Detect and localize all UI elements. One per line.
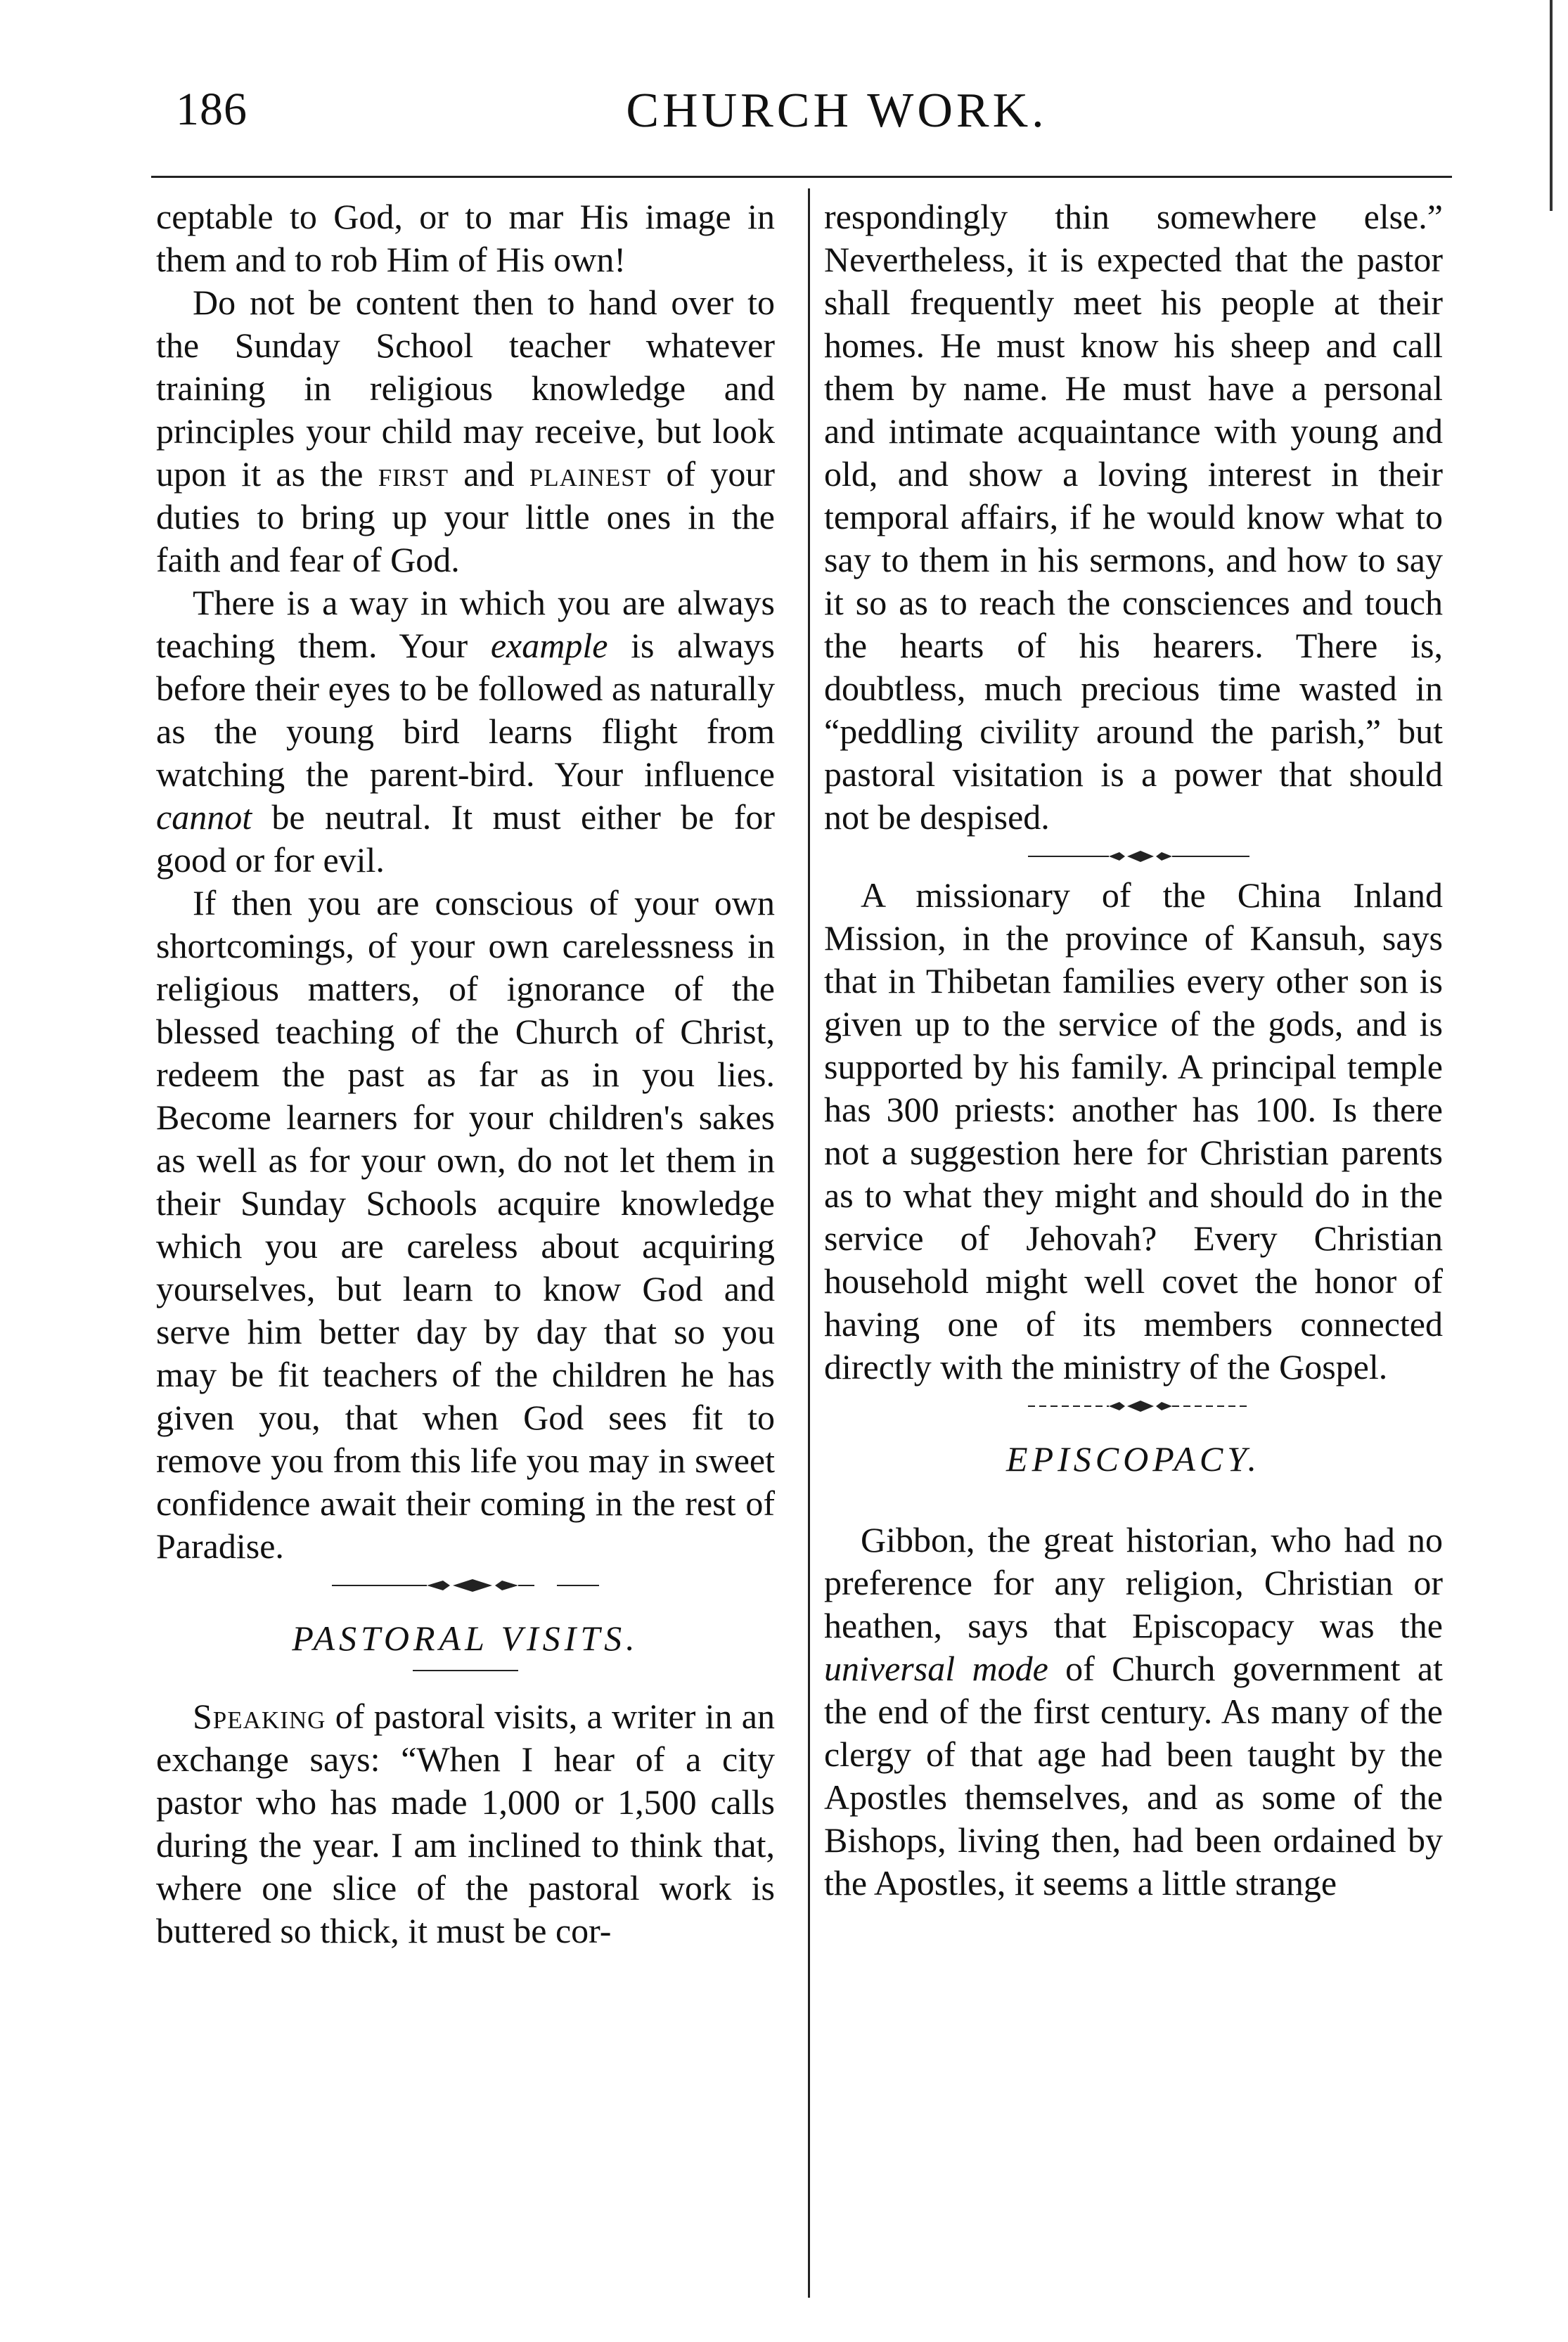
right-column xyxy=(824,195,1443,1905)
heading-pastoral-visits: PASTORAL VISITS. xyxy=(292,1619,639,1658)
paragraph-missionary: A missionary of the China Inland Mission, in the province of Kansuh, says that in Thibetan families every other son is given up to the service of the gods, and is supported by his family. A principal temple has 300 priests: another has 100. Is there not a suggestion here for Christian parents as to what they might and should do in the service of Jehovah? Every Christian household might well covet the honor of having one of its members connected directly with the ministry of the Gospel. xyxy=(824,875,1443,1386)
ornament-divider-icon xyxy=(937,848,1330,865)
emphasis-first: first xyxy=(378,454,449,494)
heading-episcopacy: EPISCOPACY. xyxy=(1006,1439,1261,1479)
section-ornament xyxy=(824,839,1443,874)
paragraph-sunday-school: Do not be content then to hand over to the Sunday School teacher whatever training in religious knowledge and principles your child may receive, but look upon it as the first and plainest of your duties to bring up your little ones in the faith and fear of God. xyxy=(156,283,775,579)
paragraph-episcopacy: Gibbon, the great historian, who had no preference for any religion, Christian or heathen, says that Episcopacy was the universal mode of Church government at the end of the first century. As many of the clergy of that age had been taught by the Apostles themselves, and as some of the Bishops, living then, had been ordained by the Apostles, it seems a little strange xyxy=(824,1520,1443,1903)
lead-word: Speaking xyxy=(193,1697,326,1736)
emphasis-universal-mode: universal mode xyxy=(824,1649,1048,1688)
heading-spacer xyxy=(824,1491,1443,1519)
ornament-divider-icon xyxy=(937,1398,1330,1415)
column-divider xyxy=(808,188,810,2298)
paragraph-continuation-right: respondingly thin somewhere else.” Nevertheless, it is expected that the pastor shall frequently meet his people at their homes. He must know his sheep and call them by name. He must have a personal and intimate acquaintance with young and old, and show a loving interest in their temporal affairs, if he would know what to say to them in his sermons, and how to say it so as to reach the consciences and touch the hearts of his hearers. There is, doubtless, much precious time wasted in “peddling civility around the parish,” but pastoral visitation is a power that should not be despised. xyxy=(824,197,1443,837)
page-number: 186 xyxy=(176,84,248,135)
left-column xyxy=(156,195,775,1952)
emphasis-cannot: cannot xyxy=(156,797,252,837)
section-ornament xyxy=(824,1389,1443,1424)
ornament-divider-icon xyxy=(269,1577,662,1594)
header-rule xyxy=(151,176,1452,178)
paragraph-continuation: ceptable to God, or to mar His image in them and to rob Him of His own! xyxy=(156,197,775,279)
section-ornament xyxy=(156,1568,775,1603)
paragraph-shortcomings: If then you are conscious of your own shortcomings, of your own carelessness in religious matters, of ignorance of the blessed teaching of the Church of Christ, redeem the past as far as in you lies. Become learners for your children's sakes as well as for your own, do not let them in their Sunday Schools acquire knowledge which you are careless about acquiring yourselves, but learn to know God and serve him better day by day that so you may be fit teachers of the children he has given you, that when God sees fit to remove you from this life you may in sweet confidence await their coming in the rest of Paradise. xyxy=(156,883,775,1566)
paragraph-pastoral-visits: Speaking of pastoral visits, a writer in an exchange says: “When I hear of a city pastor who has made 1,000 or 1,500 calls during the year. I am inclined to think that, where one slice of the pastoral work is buttered so thick, it must be cor- xyxy=(156,1697,775,1950)
emphasis-plainest: plainest xyxy=(529,454,652,494)
running-head-title: CHURCH WORK. xyxy=(626,84,1048,138)
paragraph-example: There is a way in which you are always teaching them. Your example is always before their eyes to be followed as naturally as the young bird learns flight from watching the parent-bird. Your influence cannot be neutral. It must either be for good or for evil. xyxy=(156,583,775,880)
heading-underline xyxy=(413,1670,518,1671)
emphasis-example: example xyxy=(490,626,608,665)
